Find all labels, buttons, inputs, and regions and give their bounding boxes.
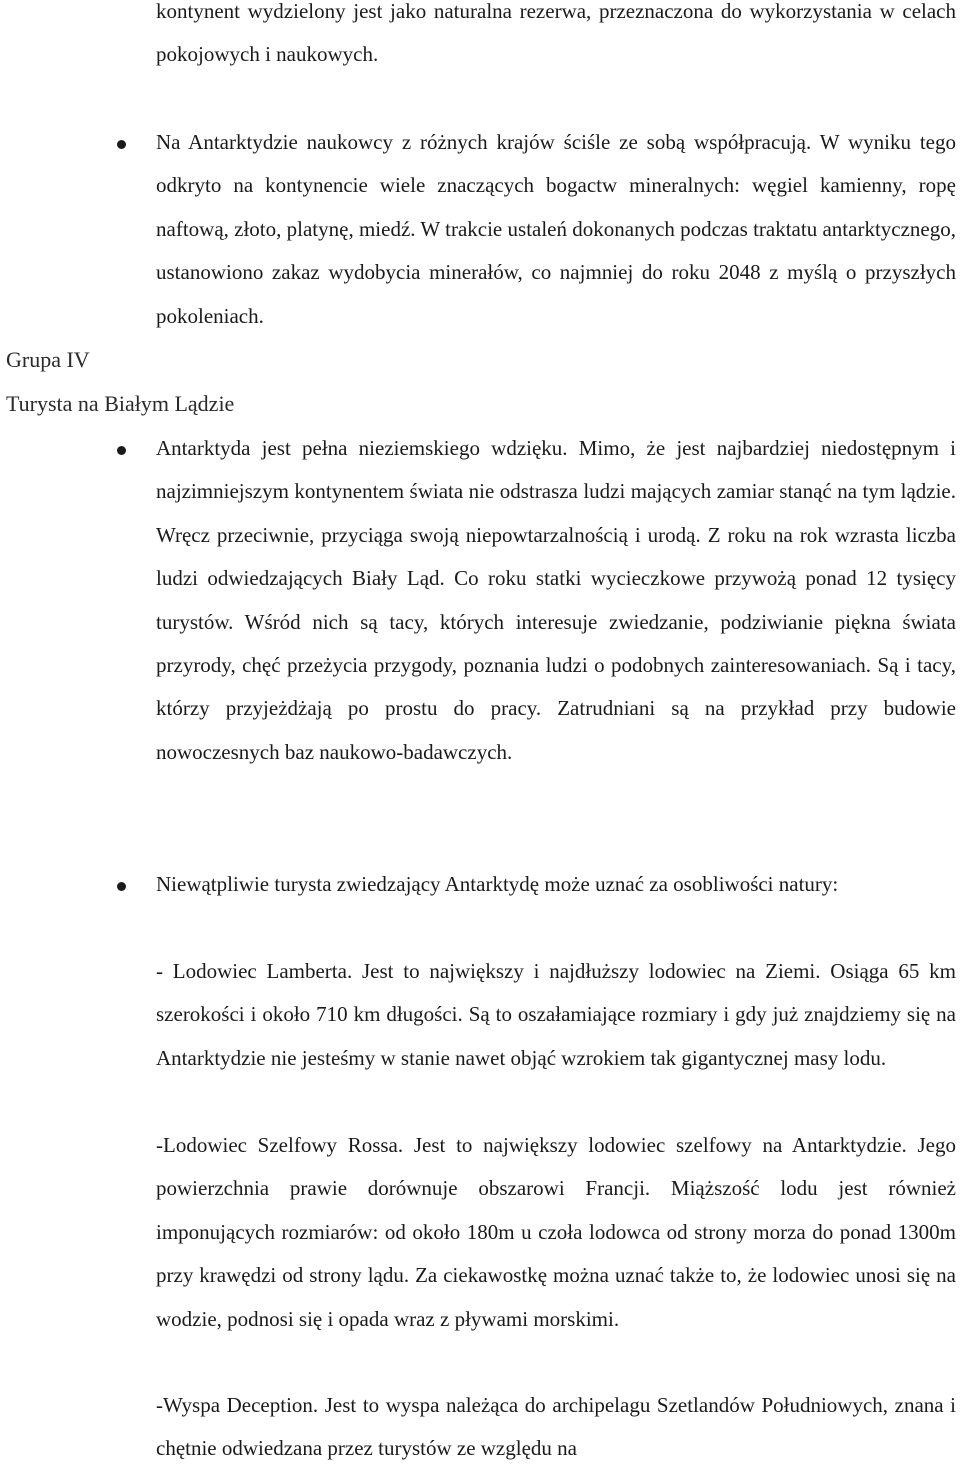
- paragraph-intro-continuation: kontynent wydzielony jest jako naturalna rezerwa, przeznaczona do wykorzystania w celach pokojowych i naukowych.: [156, 0, 956, 67]
- bullet-icon: [117, 140, 126, 149]
- paragraph-lambert-glacier: - Lodowiec Lamberta. Jest to największy i najdłuższy lodowiec na Ziemi. Osiąga 65 km szerokości i około 710 km długości. Są to oszałamiające rozmiary i gdy już znajdziemy się na Antarktydzie nie jesteśmy w stanie nawet objąć wzrokiem tak gigantycznej masy lodu.: [156, 959, 956, 1070]
- paragraph-tourism: Antarktyda jest pełna nieziemskiego wdzięku. Mimo, że jest najbardziej niedostępnym i najzimniejszym kontynentem świata nie odstrasza ludzi mających zamiar stanąć na tym lądzie. Wręcz przeciwnie, przyciąga swoją niepowtarzalnością i urodą. Z roku na rok wzrasta liczba ludzi odwiedzających Biały Ląd. Co roku statki wycieczkowe przywożą ponad 12 tysięcy turystów. Wśród nich są tacy, których interesuje zwiedzanie, podziwianie piękna świata przyrody, chęć przeżycia przygody, poznania ludzi o podobnych zainteresowaniach. Są i tacy, którzy przyjeżdżają po prostu do pracy. Zatrudniani są na przykład przy budowie nowoczesnych baz naukowo-badawczych.: [156, 436, 956, 764]
- group-heading: Grupa IV: [6, 347, 90, 372]
- paragraph-nature-intro: Niewątpliwie turysta zwiedzający Antarktydę może uznać za osobliwości natury:: [156, 872, 839, 896]
- paragraph-cooperation: Na Antarktydzie naukowcy z różnych krajów ściśle ze sobą współpracują. W wyniku tego odkryto na kontynencie wiele znaczących bogactw mineralnych: węgiel kamienny, ropę naftową, złoto, platynę, miedź. W trakcie ustaleń dokonanych podczas traktatu antarktycznego, ustanowiono zakaz wydobycia minerałów, co najmniej do roku 2048 z myślą o przyszłych pokoleniach.: [156, 130, 956, 328]
- paragraph-deception-island: -Wyspa Deception. Jest to wyspa należąca do archipelagu Szetlandów Południowych, znana i chętnie odwiedzana przez turystów ze względu na: [156, 1393, 956, 1461]
- section-title: Turysta na Białym Lądzie: [6, 391, 235, 416]
- bullet-icon: [117, 882, 126, 891]
- paragraph-ross-ice-shelf: -Lodowiec Szelfowy Rossa. Jest to największy lodowiec szelfowy na Antarktydzie. Jego powierzchnia prawie dorównuje obszarowi Francji. Miąższość lodu jest również imponujących rozmiarów: od około 180m u czoła lodowca od strony morza do ponad 1300m przy krawędzi od strony lądu. Za ciekawostkę można uznać także to, że lodowiec unosi się na wodzie, podnosi się i opada wraz z pływami morskimi.: [156, 1133, 956, 1331]
- bullet-icon: [117, 446, 126, 455]
